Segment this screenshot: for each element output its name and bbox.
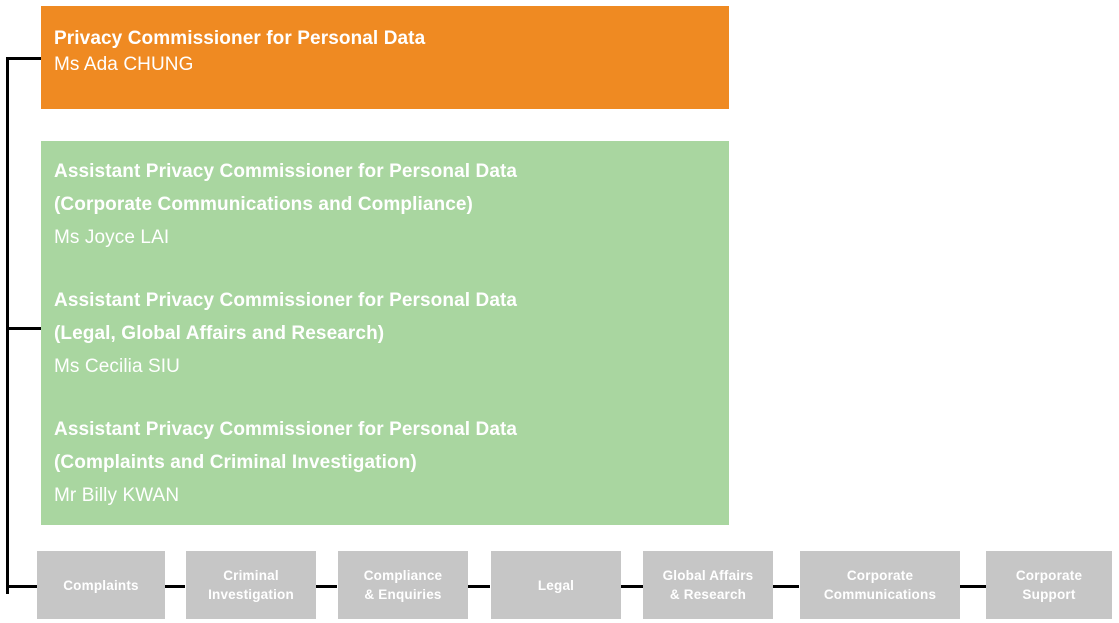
department-3-line1: Compliance [363, 568, 443, 583]
assistant-3-title-line2: (Complaints and Criminal Investigation) [54, 452, 417, 473]
assistant-2-person: Ms Cecilia SIU [54, 356, 180, 377]
department-1-line1: Complaints [63, 577, 139, 593]
connector-to-assistants [6, 327, 44, 330]
department-2-line1: Criminal [223, 568, 279, 583]
department-complaints [37, 551, 165, 619]
department-corporate-communications [800, 551, 960, 619]
department-6-line2: Communications [823, 587, 937, 602]
department-legal [491, 551, 621, 619]
connector-dept-3-4 [468, 585, 490, 588]
connector-dept-6-7 [960, 585, 986, 588]
connector-dept-5-6 [773, 585, 799, 588]
department-6-line1: Corporate [846, 568, 914, 583]
assistant-commissioner-1 [54, 155, 729, 254]
commissioner-title: Privacy Commissioner for Personal Data [54, 28, 426, 49]
department-corporate-support [986, 551, 1112, 619]
commissioner-person: Ms Ada CHUNG [54, 54, 194, 75]
department-5-line2: & Research [669, 587, 747, 602]
assistant-commissioner-3 [54, 413, 729, 512]
connector-dept-4-5 [621, 585, 643, 588]
connector-to-commissioner [6, 57, 44, 60]
assistant-commissioners-box [41, 141, 729, 525]
department-3-line2: & Enquiries [364, 587, 442, 602]
assistant-3-person: Mr Billy KWAN [54, 485, 180, 506]
department-compliance-enquiries [338, 551, 468, 619]
department-criminal-investigation [186, 551, 316, 619]
connector-dept-1-2 [163, 585, 185, 588]
department-7-line2: Support [1022, 587, 1076, 602]
assistant-2-title-line2: (Legal, Global Affairs and Research) [54, 323, 385, 344]
department-4-line1: Legal [537, 577, 575, 593]
assistant-1-title-line2: (Corporate Communications and Compliance) [54, 194, 473, 215]
assistant-1-title-line1: Assistant Privacy Commissioner for Personal Data [54, 161, 518, 182]
department-global-affairs-research [643, 551, 773, 619]
assistant-commissioner-2 [54, 284, 729, 383]
connector-dept-2-3 [315, 585, 337, 588]
commissioner-box [41, 6, 729, 109]
assistant-2-title-line1: Assistant Privacy Commissioner for Personal Data [54, 290, 518, 311]
assistant-3-title-line1: Assistant Privacy Commissioner for Personal Data [54, 419, 518, 440]
department-5-line1: Global Affairs [662, 568, 754, 583]
assistant-1-person: Ms Joyce LAI [54, 227, 170, 248]
connector-main-vertical [6, 57, 9, 594]
department-7-line1: Corporate [1015, 568, 1083, 583]
department-2-line2: Investigation [208, 587, 294, 602]
